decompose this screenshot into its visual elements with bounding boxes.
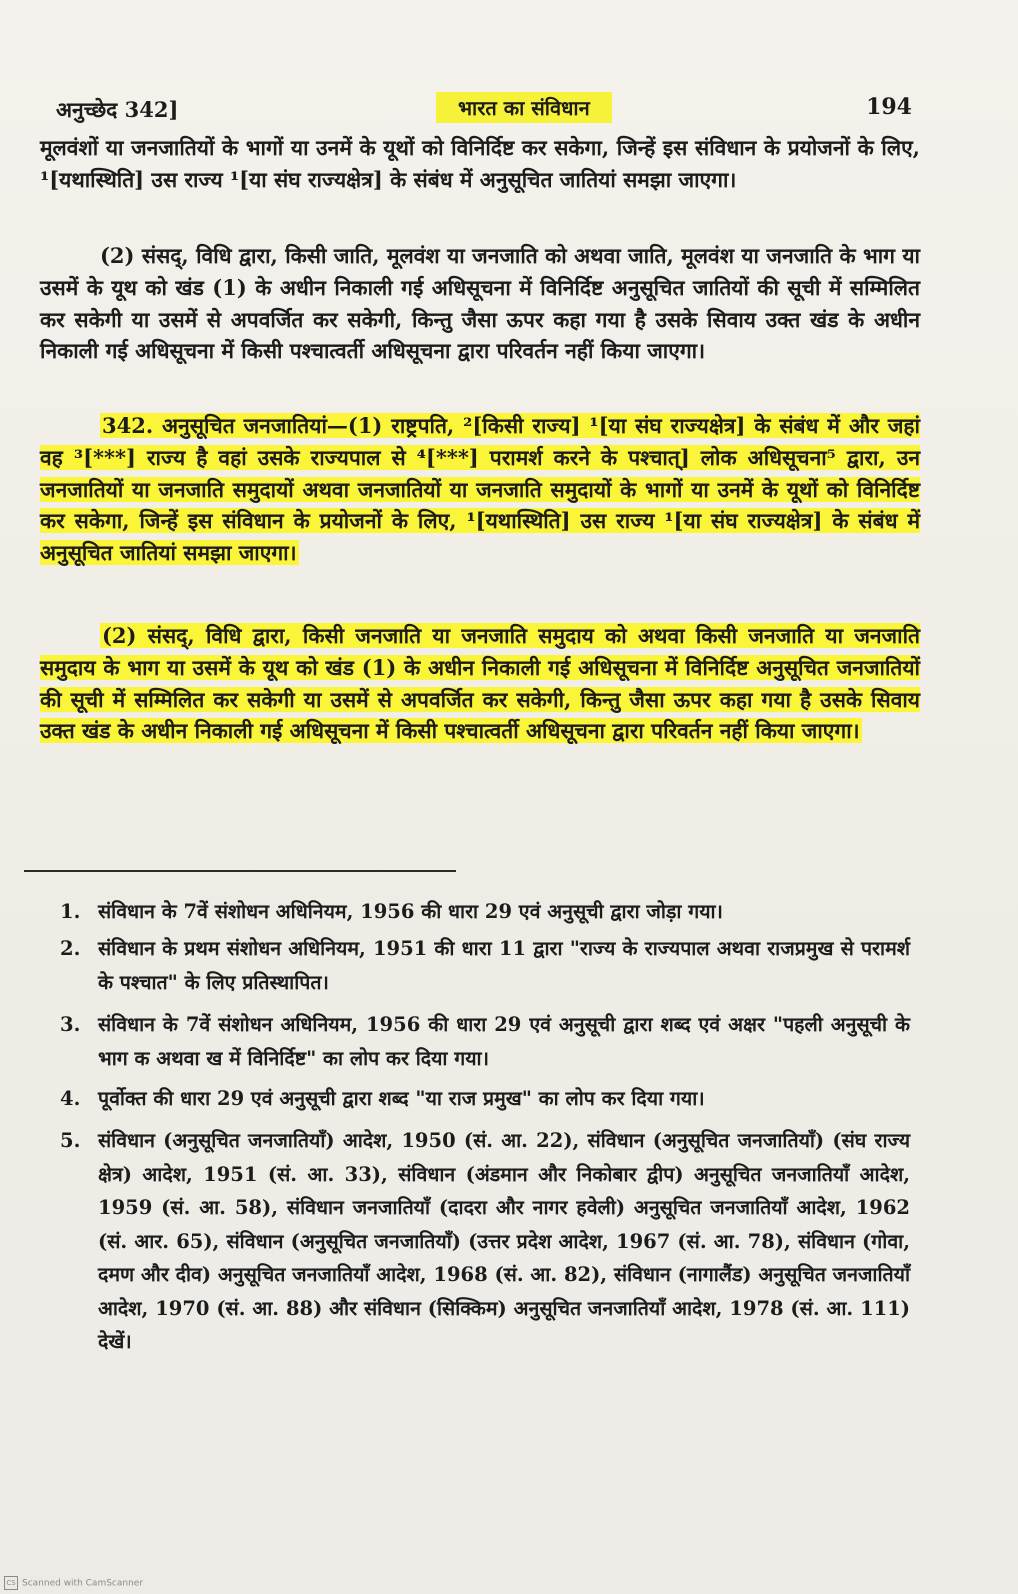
footnote-number: 2. xyxy=(60,937,81,960)
footnote-text: संविधान के 7वें संशोधन अधिनियम, 1956 की धारा 29 एवं अनुसूची द्वारा जोड़ा गया। xyxy=(98,900,723,923)
article-342-clause-2 xyxy=(40,620,920,747)
footnote-text: संविधान के प्रथम संशोधन अधिनियम, 1951 की धारा 11 द्वारा "राज्य के राज्यपाल अथवा राजप्रमुख से परामर्श के पश्चात" के लिए प्रतिस्थापित। xyxy=(98,937,910,994)
book-title: भारत का संविधान xyxy=(436,92,612,123)
footnote-5 xyxy=(60,1124,910,1359)
footnote-divider xyxy=(24,870,456,872)
article-reference: अनुच्छेद 342] xyxy=(56,97,179,122)
footnote-text: पूर्वोक्त की धारा 29 एवं अनुसूची द्वारा शब्द "या राज प्रमुख" का लोप कर दिया गया। xyxy=(98,1087,705,1110)
article-342-clause-1 xyxy=(40,410,920,569)
footnote-text: संविधान के 7वें संशोधन अधिनियम, 1956 की धारा 29 एवं अनुसूची द्वारा शब्द एवं अक्षर "पहली अनुसूची के भाग क अथवा ख में विनिर्दिष्ट" का लोप कर दिया गया। xyxy=(98,1013,910,1070)
footnote-text: संविधान (अनुसूचित जनजातियाँ) आदेश, 1950 (सं. आ. 22), संविधान (अनुसूचित जनजातियाँ) (संघ राज्य क्षेत्र) आदेश, 1951 (सं. आ. 33), संविधान (अंडमान और निकोबार द्वीप) अनुसूचित जनजातियाँ आदेश, 1959 (सं. आ. 58), संविधान जनजातियाँ (दादरा और नागर हवेली) अनुसूचित जनजातियाँ आदेश, 1962 (सं. आर. 65), संविधान (अनुसूचित जनजातियाँ) (उत्तर प्रदेश आदेश, 1967 (सं. आ. 78), संविधान (गोवा, दमण और दीव) अनुसूचित जनजातियाँ आदेश, 1968 (सं. आ. 82), संविधान (नागालैंड) अनुसूचित जनजातियाँ आदेश, 1970 (सं. आ. 88) और संविधान (सिक्किम) अनुसूचित जनजातियाँ आदेश, 1978 (सं. आ. 111) देखें। xyxy=(98,1129,910,1353)
paragraph-clause-2-scheduled-castes: (2) संसद्, विधि द्वारा, किसी जाति, मूलवंश या जनजाति को अथवा जाति, मूलवंश या जनजाति के भाग या उसमें के यूथ को खंड (1) के अधीन निकाली गई अधिसूचना में विनिर्दिष्ट अनुसूचित जातियों की सूची में सम्मिलित कर सकेगी या उसमें से अपवर्जित कर सकेगी, किन्तु जैसा ऊपर कहा गया है उसके सिवाय उक्त खंड के अधीन निकाली गई अधिसूचना में किसी पश्चात्वर्ती अधिसूचना द्वारा परिवर्तन नहीं किया जाएगा। xyxy=(40,243,920,364)
scanner-watermark xyxy=(4,1576,143,1590)
footnote-4 xyxy=(60,1082,910,1116)
scanner-text: Scanned with CamScanner xyxy=(22,1578,144,1589)
footnote-number: 1. xyxy=(60,900,81,923)
camscanner-logo-icon: CS xyxy=(4,1576,18,1590)
paragraph-continuation: मूलवंशों या जनजातियों के भागों या उनमें के यूथों को विनिर्दिष्ट कर सकेगा, जिन्हें इस संविधान के प्रयोजनों के लिए, ¹[यथास्थिति] उस राज्य ¹[या संघ राज्यक्षेत्र] के संबंध में अनुसूचित जातियां समझा जाएगा। xyxy=(40,135,920,192)
footnote-number: 4. xyxy=(60,1087,81,1110)
footnote-number: 3. xyxy=(60,1013,81,1036)
page-number: 194 xyxy=(866,94,912,120)
page-header xyxy=(56,92,916,130)
highlighted-text: 342. अनुसूचित जनजातियां—(1) राष्ट्रपति, ²[किसी राज्य] ¹[या संघ राज्यक्षेत्र] के संबंध में और जहां वह ³[***] राज्य है वहां उसके राज्यपाल से ⁴[***] परामर्श करने के पश्चात्] लोक अधिसूचना⁵ द्वारा, उन जनजातियों या जनजाति समुदायों अथवा जनजातियों या जनजाति समुदायों के भागों या उनमें के यूथों को विनिर्दिष्ट कर सकेगा, जिन्हें इस संविधान के प्रयोजनों के लिए, ¹[यथास्थिति] उस राज्य ¹[या संघ राज्यक्षेत्र] के संबंध में अनुसूचित जातियां समझा जाएगा। xyxy=(40,413,920,566)
footnote-number: 5. xyxy=(60,1129,81,1152)
footnote-3 xyxy=(60,1008,910,1075)
highlighted-text: (2) संसद्, विधि द्वारा, किसी जनजाति या जनजाति समुदाय को अथवा किसी जनजाति या जनजाति समुदाय के भाग या उसमें के यूथ को खंड (1) के अधीन निकाली गई अधिसूचना में विनिर्दिष्ट अनुसूचित जनजातियों की सूची में सम्मिलित कर सकेगी या उसमें से अपवर्जित कर सकेगी, किन्तु जैसा ऊपर कहा गया है उसके सिवाय उक्त खंड के अधीन निकाली गई अधिसूचना में किसी पश्चात्वर्ती अधिसूचना द्वारा परिवर्तन नहीं किया जाएगा। xyxy=(40,623,920,744)
footnote-2 xyxy=(60,932,910,999)
footnote-1 xyxy=(60,895,910,929)
